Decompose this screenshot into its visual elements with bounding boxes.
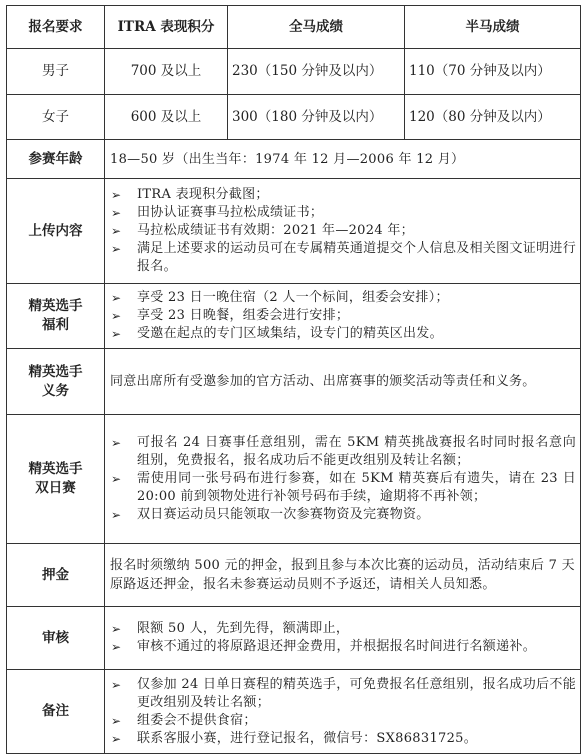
arrow-bullet-icon: ➢: [111, 622, 122, 636]
notes-row: [7, 670, 581, 754]
upload-label: 上传内容: [7, 179, 105, 284]
male-label: 男子: [7, 49, 105, 95]
age-row: [7, 140, 581, 179]
arrow-bullet-icon: ➢: [111, 224, 122, 238]
male-half-marathon: 110（70 分钟及以内）: [405, 49, 581, 95]
arrow-bullet-icon: ➢: [111, 731, 122, 746]
list-item: ➢ 组委会不提供食宿；: [111, 712, 257, 728]
upload-list-cell: [105, 179, 581, 284]
review-row: [7, 607, 581, 670]
list-item: ➢ 田协认证赛事马拉松成绩证书；: [111, 205, 324, 220]
header-half-marathon: 半马成绩: [405, 6, 581, 49]
benefits-row: [7, 284, 581, 349]
list-item: ➢ 需使用同一张号码布进行参赛，如在 5KM 精英赛后有遗失，请在 23 日 20:00 前到领物处进行补领号码布手续，逾期将不再补领；: [111, 471, 576, 504]
list-item: ➢ 受邀在起点的专门区域集结，设专门的精英区出发。: [111, 326, 443, 341]
benefits-list: [109, 289, 576, 343]
duties-label: 精英选手 义务: [7, 349, 105, 415]
arrow-bullet-icon: ➢: [111, 309, 122, 323]
double-race-row: [7, 415, 581, 544]
list-item: ➢ 联系客服小赛，进行登记报名，微信号：SX86831725。: [111, 730, 478, 746]
female-row: [7, 95, 581, 140]
age-text: 18—50 岁（出生当年：1974 年 12 月—2006 年 12 月）: [105, 140, 581, 179]
list-item: ➢ 审核不通过的将原路退还押金费用，并根据报名时间进行名额递补。: [111, 639, 537, 654]
requirements-table: [6, 5, 581, 754]
deposit-row: [7, 544, 581, 607]
list-item: ➢ 双日赛运动员只能领取一次参赛物资及完赛物资。: [111, 507, 430, 522]
header-full-marathon: 全马成绩: [228, 6, 405, 49]
arrow-bullet-icon: ➢: [111, 640, 122, 654]
deposit-label: 押金: [7, 544, 105, 607]
double-race-list: [109, 434, 576, 524]
header-requirements: 报名要求: [7, 6, 105, 49]
list-item: ➢ 仅参加 24 日单日赛程的精英选手，可免费报名任意组别，报名成功后不能更改组别及转让名额；: [111, 676, 576, 710]
arrow-bullet-icon: ➢: [111, 188, 122, 202]
notes-label: 备注: [7, 670, 105, 754]
age-label: 参赛年龄: [7, 140, 105, 179]
review-label: 审核: [7, 607, 105, 670]
double-race-list-cell: [105, 415, 581, 544]
male-itra: 700 及以上: [105, 49, 228, 95]
notes-list: [109, 676, 576, 748]
list-item: ➢ 满足上述要求的运动员可在专属精英通道提交个人信息及相关图文证明进行报名。: [111, 241, 576, 274]
list-item: ➢ 享受 23 日一晚住宿（2 人一个标间，组委会安排）；: [111, 290, 449, 305]
header-itra-score: ITRA 表现积分: [105, 6, 228, 49]
list-item: ➢ 马拉松成绩证书有效期：2021 年—2024 年；: [111, 223, 414, 238]
header-row: [7, 6, 581, 49]
female-full-marathon: 300（180 分钟及以内）: [228, 95, 405, 140]
arrow-bullet-icon: ➢: [111, 327, 122, 341]
deposit-text: 报名时须缴纳 500 元的押金，报到且参与本次比赛的运动员，活动结束后 7 天原路返还押金，报名未参赛运动员则不予返还，请相关人员知悉。: [105, 544, 581, 607]
benefits-list-cell: [105, 284, 581, 349]
upload-list: [109, 186, 576, 276]
notes-list-cell: [105, 670, 581, 754]
arrow-bullet-icon: ➢: [111, 713, 122, 728]
benefits-label: 精英选手 福利: [7, 284, 105, 349]
arrow-bullet-icon: ➢: [111, 472, 122, 486]
double-race-label: 精英选手 双日赛: [7, 415, 105, 544]
arrow-bullet-icon: ➢: [111, 291, 122, 305]
arrow-bullet-icon: ➢: [111, 508, 122, 522]
arrow-bullet-icon: ➢: [111, 242, 122, 256]
duties-row: [7, 349, 581, 415]
list-item: ➢ ITRA 表现积分截图；: [111, 187, 269, 202]
list-item: ➢ 限额 50 人，先到先得，额满即止，: [111, 621, 350, 636]
arrow-bullet-icon: ➢: [111, 436, 122, 450]
male-full-marathon: 230（150 分钟及以内）: [228, 49, 405, 95]
upload-row: [7, 179, 581, 284]
female-label: 女子: [7, 95, 105, 140]
male-row: [7, 49, 581, 95]
female-itra: 600 及以上: [105, 95, 228, 140]
arrow-bullet-icon: ➢: [111, 677, 122, 692]
review-list-cell: [105, 607, 581, 670]
arrow-bullet-icon: ➢: [111, 206, 122, 220]
list-item: ➢ 享受 23 日晚餐，组委会进行安排；: [111, 308, 350, 323]
female-half-marathon: 120（80 分钟及以内）: [405, 95, 581, 140]
review-list: [109, 620, 576, 656]
duties-text: 同意出席所有受邀参加的官方活动、出席赛事的颁奖活动等责任和义务。: [105, 349, 581, 415]
list-item: ➢ 可报名 24 日赛事任意组别，需在 5KM 精英挑战赛报名时同时报名意向组别，免费报名，报名成功后不能更改组别及转让名额；: [111, 435, 576, 468]
